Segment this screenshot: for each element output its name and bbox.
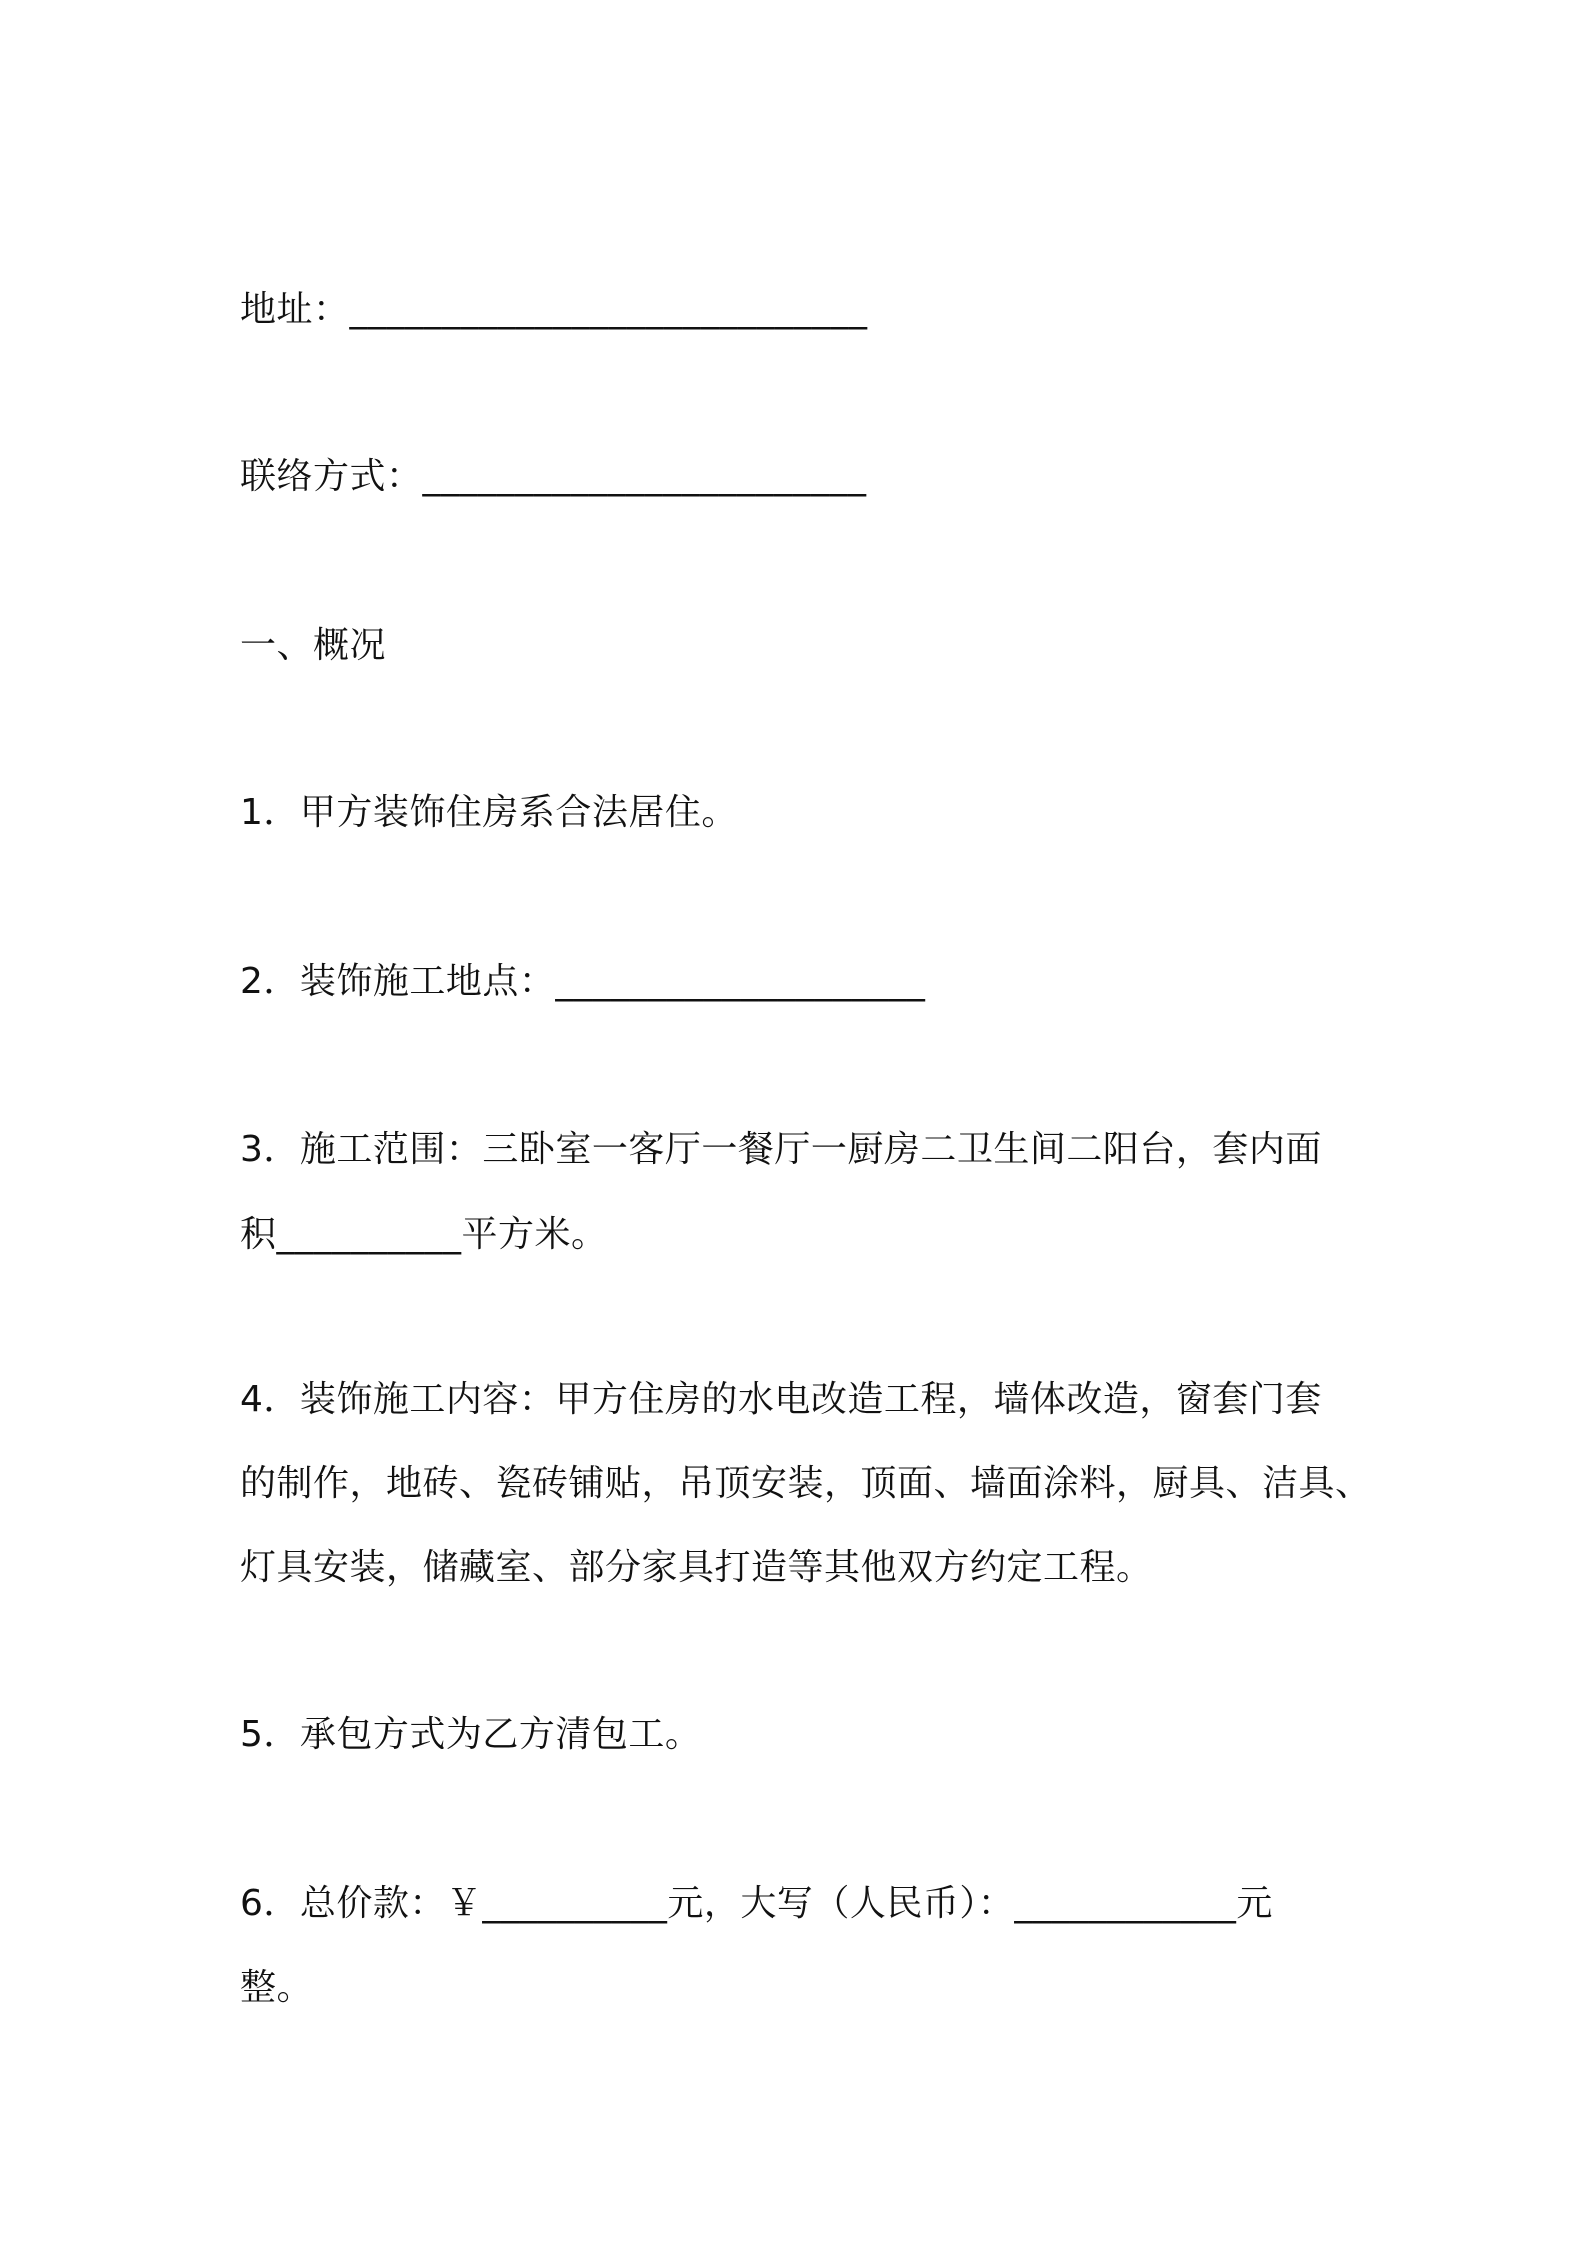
item-4-line-2: 的制作，地砖、瓷砖铺贴，吊顶安装，顶面、墙面涂料，厨具、洁具、 (240, 1463, 1372, 1504)
item-2: 2．装饰施工地点：____________________ (240, 961, 926, 1002)
item-5: 5．承包方式为乙方清包工。 (240, 1714, 702, 1755)
contact-blank: ________________________ (422, 456, 867, 497)
address-label: 地址： (240, 289, 350, 330)
item-6-line-2: 整。 (240, 1967, 314, 2008)
section-heading-overview: 一、概况 (240, 625, 387, 666)
item-4-line-3: 灯具安装，储藏室、部分家具打造等其他双方约定工程。 (240, 1547, 1153, 1588)
item-6-line-1: 6．总价款：￥__________元，大写（人民币）：____________元 (240, 1883, 1273, 1924)
contact-line (240, 435, 1350, 519)
item-1: 1．甲方装饰住房系合法居住。 (240, 792, 738, 833)
address-blank: ____________________________ (349, 289, 868, 330)
item-4-line-1: 4．装饰施工内容：甲方住房的水电改造工程，墙体改造，窗套门套 (240, 1379, 1322, 1420)
item-3-line-2: 积__________平方米。 (240, 1214, 608, 1255)
item-3-line-1: 3．施工范围：三卧室一客厅一餐厅一厨房二卫生间二阳台，套内面 (240, 1129, 1322, 1170)
contact-label: 联络方式： (240, 456, 423, 497)
address-line (240, 268, 1350, 352)
